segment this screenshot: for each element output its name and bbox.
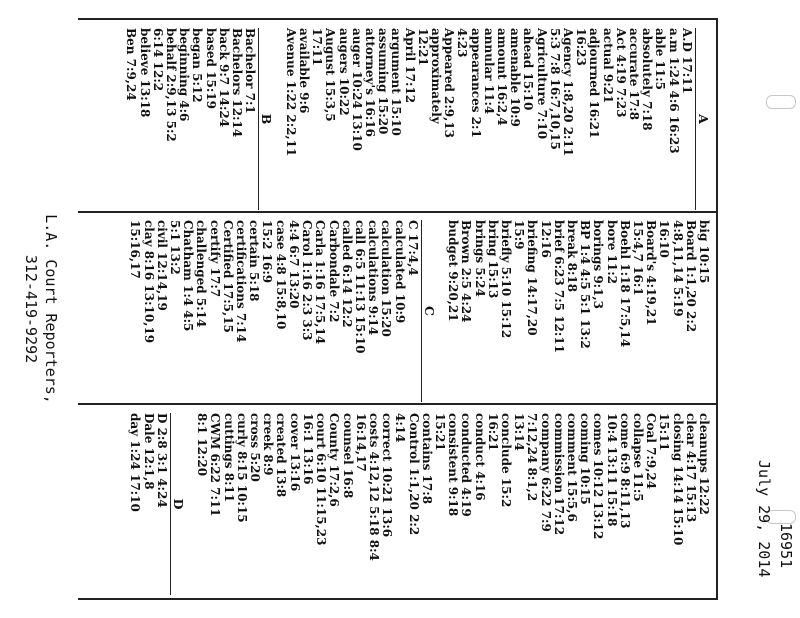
index-entry: accurate 17:8 <box>626 28 641 121</box>
letter-gap <box>436 220 446 402</box>
index-entry: cleanups 12:22 <box>697 413 711 515</box>
index-entry: bore 11:2 <box>604 220 619 285</box>
index-entry: calculation 15:20 <box>379 220 394 337</box>
index-entry: Agency 1:8,20 2:11 <box>560 28 575 157</box>
letter-heading: A <box>696 114 711 124</box>
index-entry: appearances 2:1 <box>468 28 483 138</box>
index-entry: 15:11 <box>657 413 672 451</box>
index-entry: annular 11:4 <box>481 28 496 115</box>
index-entry: Carol 1:16 2:3 3:3 <box>300 220 315 341</box>
index-entry: Avenue 1:22 2:2,11 <box>283 28 298 157</box>
index-entry: 16:10 <box>657 220 672 258</box>
index-entry: created 13:8 <box>274 413 289 498</box>
index-entry: Agriculture 7:10 <box>534 28 549 140</box>
index-entry: 4:23 <box>455 28 470 58</box>
index-entry: Ben 7:9,24 <box>124 28 139 101</box>
index-entry: 4:14 <box>393 413 408 443</box>
index-entry: based 15:19 <box>203 28 218 109</box>
index-entry: correct 10:21 13:6 <box>380 413 395 538</box>
index-entry: Control 1:1,20 2:2 <box>406 413 421 536</box>
index-entry: Appeared 2:9,13 <box>442 28 457 139</box>
index-entry: April 17:12 <box>402 28 417 104</box>
index-entry: argument 15:10 <box>389 28 404 136</box>
index-entry: 15:21 <box>432 413 447 451</box>
index-entry: attorney's 16:16 <box>362 28 377 137</box>
index-entry: August 15:3,5 <box>323 28 338 122</box>
index-entry: conclude 15:2 <box>498 413 513 508</box>
index-entry: 8:1 12:20 <box>195 413 210 477</box>
index-entry: Chatham 1:4 4:5 <box>181 220 196 332</box>
index-entry: certain 5:18 <box>247 220 262 302</box>
index-entry: 7:12,24 8:1,2 <box>525 413 540 502</box>
index-entry: brings 5:24 <box>472 220 487 297</box>
index-entry: cuttings 8:11 <box>221 413 236 503</box>
index-entry: case 4:8 15:8,10 <box>273 220 288 330</box>
index-entry: cross 5:20 <box>248 413 263 482</box>
index-entry: a.m 1:24 4:6 16:23 <box>666 28 681 154</box>
index-entry: conduct 4:16 <box>472 413 487 501</box>
index-entry: 16:14,17 <box>353 413 368 472</box>
footer-company: L.A. Court Reporters, <box>42 214 60 404</box>
index-entry: big 10:15 <box>697 220 711 284</box>
index-entry: amount 16:2,4 <box>494 28 509 126</box>
index-entry: 12:16 <box>538 220 553 258</box>
index-entry: 6:14 12:2 <box>150 28 165 92</box>
index-entry: 5:1 13:2 <box>168 220 183 275</box>
letter-heading: D <box>171 498 187 510</box>
index-entry: briefing 14:17,20 <box>525 220 540 336</box>
index-entry: C 17:4,4 <box>405 220 420 276</box>
index-entry: clay 8:16 13:10,19 <box>141 220 156 344</box>
index-entry: comes 10:12 13:12 <box>591 413 606 540</box>
index-entry: company 6:22 7:9 <box>538 413 553 532</box>
index-entry: collapse 11:5 <box>630 413 645 502</box>
index-entry: court 6:10 11:15,23 <box>314 413 329 546</box>
index-entry: certifications 7:14 <box>234 220 249 343</box>
index-entry: Act 4:19 7:23 <box>613 28 628 118</box>
index-entry: counsel 16:8 <box>340 413 355 499</box>
index-entry: 15:2 16:9 <box>260 220 275 284</box>
index-column-3 <box>128 413 710 595</box>
index-entry: 13:14 <box>512 413 527 451</box>
index-entry: costs 4:12,12 5:18 8:4 <box>366 413 381 561</box>
index-entry: budget 9:20,21 <box>446 220 461 322</box>
letter-heading: B <box>259 113 275 125</box>
index-entry: adjourned 16:21 <box>587 28 602 139</box>
index-entry: believe 13:18 <box>137 28 152 118</box>
index-column-2 <box>128 220 710 402</box>
index-entry: commission 17:12 <box>551 413 566 536</box>
index-entry: 17:11 <box>310 28 325 66</box>
letter-heading: C <box>421 306 437 316</box>
index-entry: coming 10:15 <box>578 413 593 505</box>
index-entry: Board's 4:19,21 <box>644 220 659 326</box>
index-entry: bring 15:13 <box>485 220 500 299</box>
index-entry: Bachelors 12:14 <box>230 28 245 138</box>
index-column-1 <box>124 28 710 210</box>
index-entry: consistent 9:18 <box>446 413 461 517</box>
index-entry: Certified 17:5,15 <box>220 220 235 333</box>
index-entry: D 2:8 3:1 4:24 <box>154 413 169 508</box>
index-entry: 5:3 7:8 16:7,10,15 <box>547 28 562 150</box>
index-entry: Carbondale 7:2 <box>326 220 341 323</box>
index-entry: 16:21 <box>485 413 500 451</box>
index-entry: able 11:5 <box>653 28 668 91</box>
index-entry: absolutely 7:18 <box>640 28 655 131</box>
index-entry: available 9:6 <box>296 28 311 114</box>
top-rule <box>716 18 718 600</box>
index-entry: closing 14:14 15:10 <box>670 413 685 546</box>
index-entry: beginning 4:6 <box>177 28 192 122</box>
index-entry: contains 17:8 <box>419 413 434 505</box>
letter-gap <box>274 28 284 210</box>
index-entry: augers 10:22 <box>336 28 351 116</box>
index-entry: cover 13:16 <box>287 413 302 492</box>
index-entry: 16:1 13:16 <box>300 413 315 485</box>
index-entry: call 6:5 11:13 15:10 <box>352 220 367 354</box>
index-entry: creek 8:9 <box>261 413 276 476</box>
index-entry: 4:4 6:7 13:20 <box>286 220 301 309</box>
index-entry: 15:16,17 <box>128 220 143 279</box>
index-entry: 16:23 <box>574 28 589 66</box>
index-entry: County 17:2,6 <box>327 413 342 507</box>
index-entry: civil 12:14,19 <box>154 220 169 311</box>
index-entry: back 9:7 14:24 <box>216 28 231 128</box>
index-entry: 4:8,11,14 5:19 <box>670 220 685 317</box>
index-entry: called 6:14 12:2 <box>339 220 354 328</box>
index-entry: calculations 9:14 <box>366 220 381 336</box>
index-entry: conducted 4:19 <box>459 413 474 517</box>
index-entry: break 8:18 <box>564 220 579 293</box>
index-entry: certify 17:7 <box>207 220 222 298</box>
index-entry: briefly 5:10 15:12 <box>498 220 513 339</box>
index-entry: assuming 15:20 <box>376 28 391 135</box>
index-entry: Board 1:1,20 2:2 <box>683 220 698 333</box>
index-entry: approximately <box>428 28 443 124</box>
index-entry: clear 4:17 15:13 <box>683 413 698 523</box>
index-entry: Dale 12:1,8 <box>141 413 156 490</box>
index-entry: CWM 6:22 7:11 <box>208 413 223 517</box>
letter-gap <box>185 413 195 595</box>
index-entry: brief 6:23 7:5 12:11 <box>551 220 566 354</box>
index-entry: began 5:12 <box>190 28 205 103</box>
footer-phone: 312-419-9292 <box>22 254 40 364</box>
index-entry: Bachelor 7:1 <box>243 28 258 114</box>
index-entry: Brown 2:5 4:24 <box>459 220 474 323</box>
index-entry: actual 9:21 <box>600 28 615 104</box>
index-entry: 10:4 13:11 15:18 <box>604 413 619 527</box>
index-entry: come 6:9 8:11,13 <box>617 413 632 529</box>
index-entry: challenged 5:14 <box>194 220 209 328</box>
index-entry: comment 15:5,6 <box>564 413 579 522</box>
index-entry: 15:9 <box>512 220 527 250</box>
column-divider-2 <box>78 403 718 405</box>
index-entry: Boehl 1:18 17:5,14 <box>617 220 632 348</box>
index-entry: Carla 1:16 17:5,14 <box>313 220 328 345</box>
index-entry: A.D 17:11 <box>679 28 694 94</box>
index-entry: BP 1:4 4:5 5:1 13:2 <box>578 220 593 349</box>
column-divider-right <box>78 598 718 600</box>
binder-hole-left <box>766 95 796 109</box>
index-entry: curly 8:15 10:15 <box>234 413 249 523</box>
index-entry: Coal 7:9,24 <box>644 413 659 490</box>
index-entry: calculated 10:9 <box>392 220 407 324</box>
page-date: July 29, 2014 <box>755 460 773 578</box>
index-entry: behalf 2:9,13 5:2 <box>164 28 179 142</box>
page-number: 16951 <box>777 523 795 569</box>
index-entry: 12:21 <box>415 28 430 66</box>
index-entry: day 1:24 17:10 <box>128 413 143 512</box>
index-entry: amenable 10:9 <box>508 28 523 127</box>
index-entry: 15:4,7 16:1 <box>630 220 645 296</box>
index-entry: auger 10:24 13:10 <box>349 28 364 151</box>
index-entry: ahead 15:10 <box>521 28 536 111</box>
index-entry: borings 9:1,3 <box>591 220 606 309</box>
column-divider-left <box>78 18 718 20</box>
column-divider-1 <box>78 211 718 213</box>
